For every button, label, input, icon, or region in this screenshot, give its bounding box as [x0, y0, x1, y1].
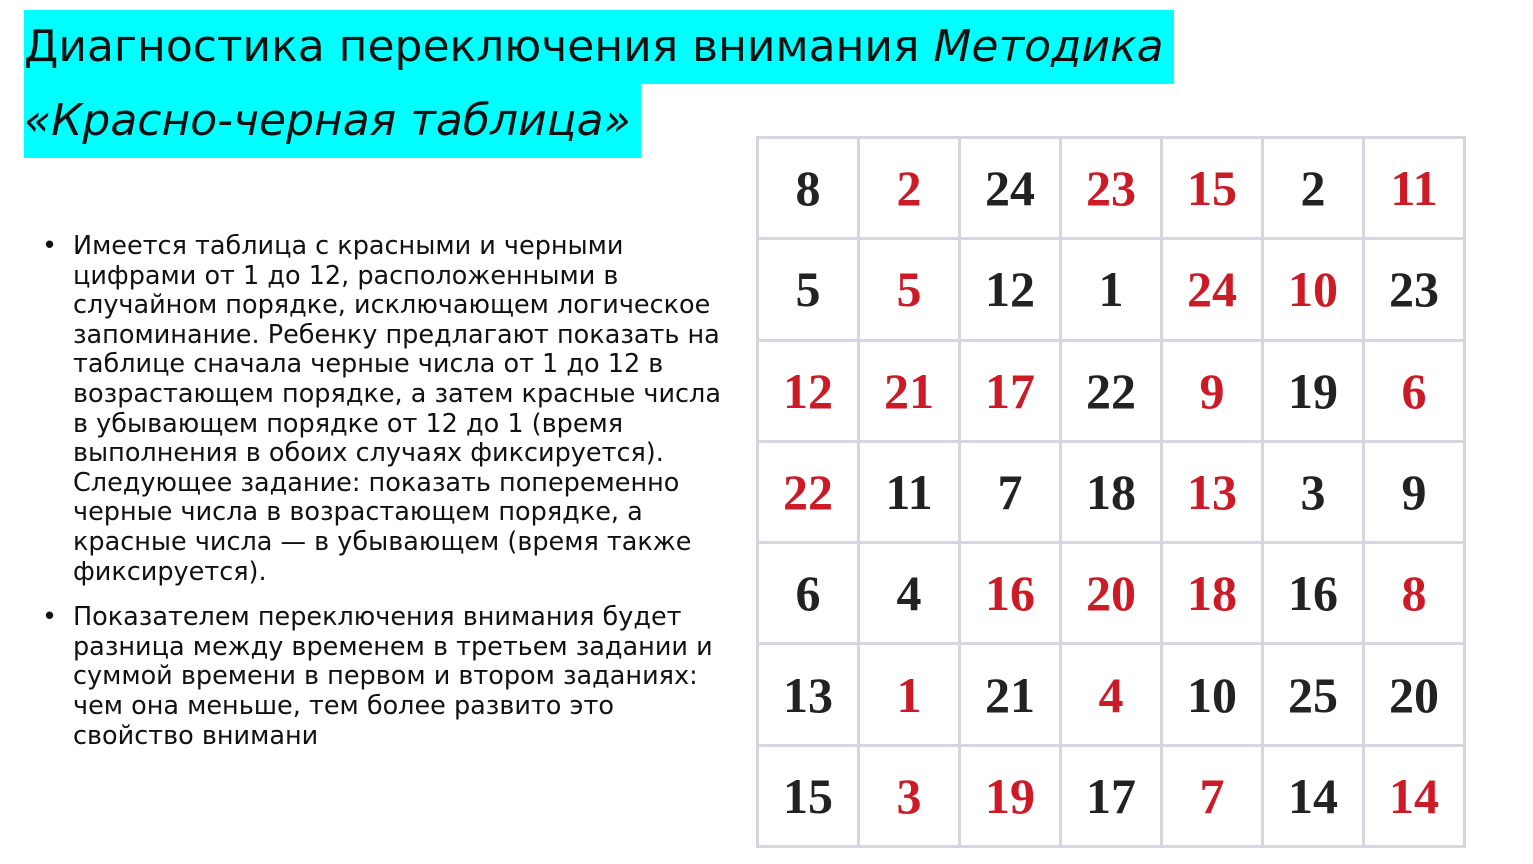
bullet-dot-icon: • — [42, 602, 58, 633]
table-cell-red-number: 12 — [758, 340, 859, 441]
title-italic-text: Методика — [933, 21, 1164, 72]
table-row — [758, 138, 1465, 239]
table-row — [758, 239, 1465, 340]
table-cell-black-number: 23 — [1364, 239, 1465, 340]
table-cell-red-number: 19 — [960, 745, 1061, 846]
bullet-text: Имеется таблица с красными и черными цифрами от 1 до 12, расположенными в случайном порядке, исключающем логическое запоминание. Ребенку предлагают показать на таблице сначала черные числа от 1 до 12 в возрастающем порядке, а затем красные числа в убывающем порядке от 12 до 1 (время выполнения в обоих случаях фиксируется). Следующее задание: показать попеременно черные числа в возрастающем порядке, а красные числа — в убывающем (время также фиксируется). — [73, 231, 721, 587]
table-cell-black-number: 25 — [1263, 644, 1364, 745]
table-cell-red-number: 1 — [859, 644, 960, 745]
table-cell-red-number: 24 — [1162, 239, 1263, 340]
table-cell-red-number: 14 — [1364, 745, 1465, 846]
table-cell-black-number: 14 — [1263, 745, 1364, 846]
table-cell-black-number: 6 — [758, 543, 859, 644]
table-cell-red-number: 4 — [1061, 644, 1162, 745]
table-cell-black-number: 8 — [758, 138, 859, 239]
table-cell-black-number: 16 — [1263, 543, 1364, 644]
table-body — [758, 138, 1465, 847]
table-cell-red-number: 18 — [1162, 543, 1263, 644]
table-cell-black-number: 3 — [1263, 441, 1364, 542]
table-cell-red-number: 9 — [1162, 340, 1263, 441]
table-cell-black-number: 22 — [1061, 340, 1162, 441]
table-cell-black-number: 10 — [1162, 644, 1263, 745]
table-cell-red-number: 23 — [1061, 138, 1162, 239]
table-cell-black-number: 18 — [1061, 441, 1162, 542]
table-cell-black-number: 15 — [758, 745, 859, 846]
table-cell-black-number: 24 — [960, 138, 1061, 239]
table-cell-black-number: 5 — [758, 239, 859, 340]
table-cell-black-number: 21 — [960, 644, 1061, 745]
table-cell-red-number: 3 — [859, 745, 960, 846]
bullet-dot-icon: • — [42, 231, 58, 261]
bullet-text: Показателем переключения внимания будет разница между временем в третьем задании и суммой времени в первом и втором заданиях: чем она меньше, тем более развито это свойство внимани — [73, 602, 713, 751]
table-cell-red-number: 16 — [960, 543, 1061, 644]
table-cell-red-number: 22 — [758, 441, 859, 542]
table-cell-black-number: 11 — [859, 441, 960, 542]
table-row — [758, 340, 1465, 441]
table-cell-black-number: 7 — [960, 441, 1061, 542]
table-cell-black-number: 4 — [859, 543, 960, 644]
red-black-table — [756, 136, 1466, 848]
table-row — [758, 441, 1465, 542]
table-cell-red-number: 15 — [1162, 138, 1263, 239]
table-cell-red-number: 21 — [859, 340, 960, 441]
title-plain-text: Диагностика переключения внимания — [24, 21, 934, 72]
table-cell-red-number: 7 — [1162, 745, 1263, 846]
title-line-1 — [24, 10, 1174, 84]
table-cell-red-number: 5 — [859, 239, 960, 340]
table-cell-red-number: 6 — [1364, 340, 1465, 441]
bullet-list — [42, 232, 732, 767]
table-cell-red-number: 11 — [1364, 138, 1465, 239]
table-cell-black-number: 20 — [1364, 644, 1465, 745]
table-cell-black-number: 17 — [1061, 745, 1162, 846]
bullet-item — [42, 232, 732, 587]
table-row — [758, 543, 1465, 644]
table-row — [758, 745, 1465, 846]
table-row — [758, 644, 1465, 745]
table-cell-black-number: 13 — [758, 644, 859, 745]
table-cell-red-number: 10 — [1263, 239, 1364, 340]
table-cell-red-number: 8 — [1364, 543, 1465, 644]
table-cell-red-number: 13 — [1162, 441, 1263, 542]
table-cell-black-number: 12 — [960, 239, 1061, 340]
table-cell-red-number: 17 — [960, 340, 1061, 441]
table-cell-red-number: 2 — [859, 138, 960, 239]
title-line-2 — [24, 84, 641, 158]
table-cell-red-number: 20 — [1061, 543, 1162, 644]
title-italic-subtitle: «Красно-черная таблица» — [24, 95, 631, 146]
table-cell-black-number: 9 — [1364, 441, 1465, 542]
table-cell-black-number: 1 — [1061, 239, 1162, 340]
table-cell-black-number: 2 — [1263, 138, 1364, 239]
bullet-item — [42, 603, 732, 751]
table-cell-black-number: 19 — [1263, 340, 1364, 441]
